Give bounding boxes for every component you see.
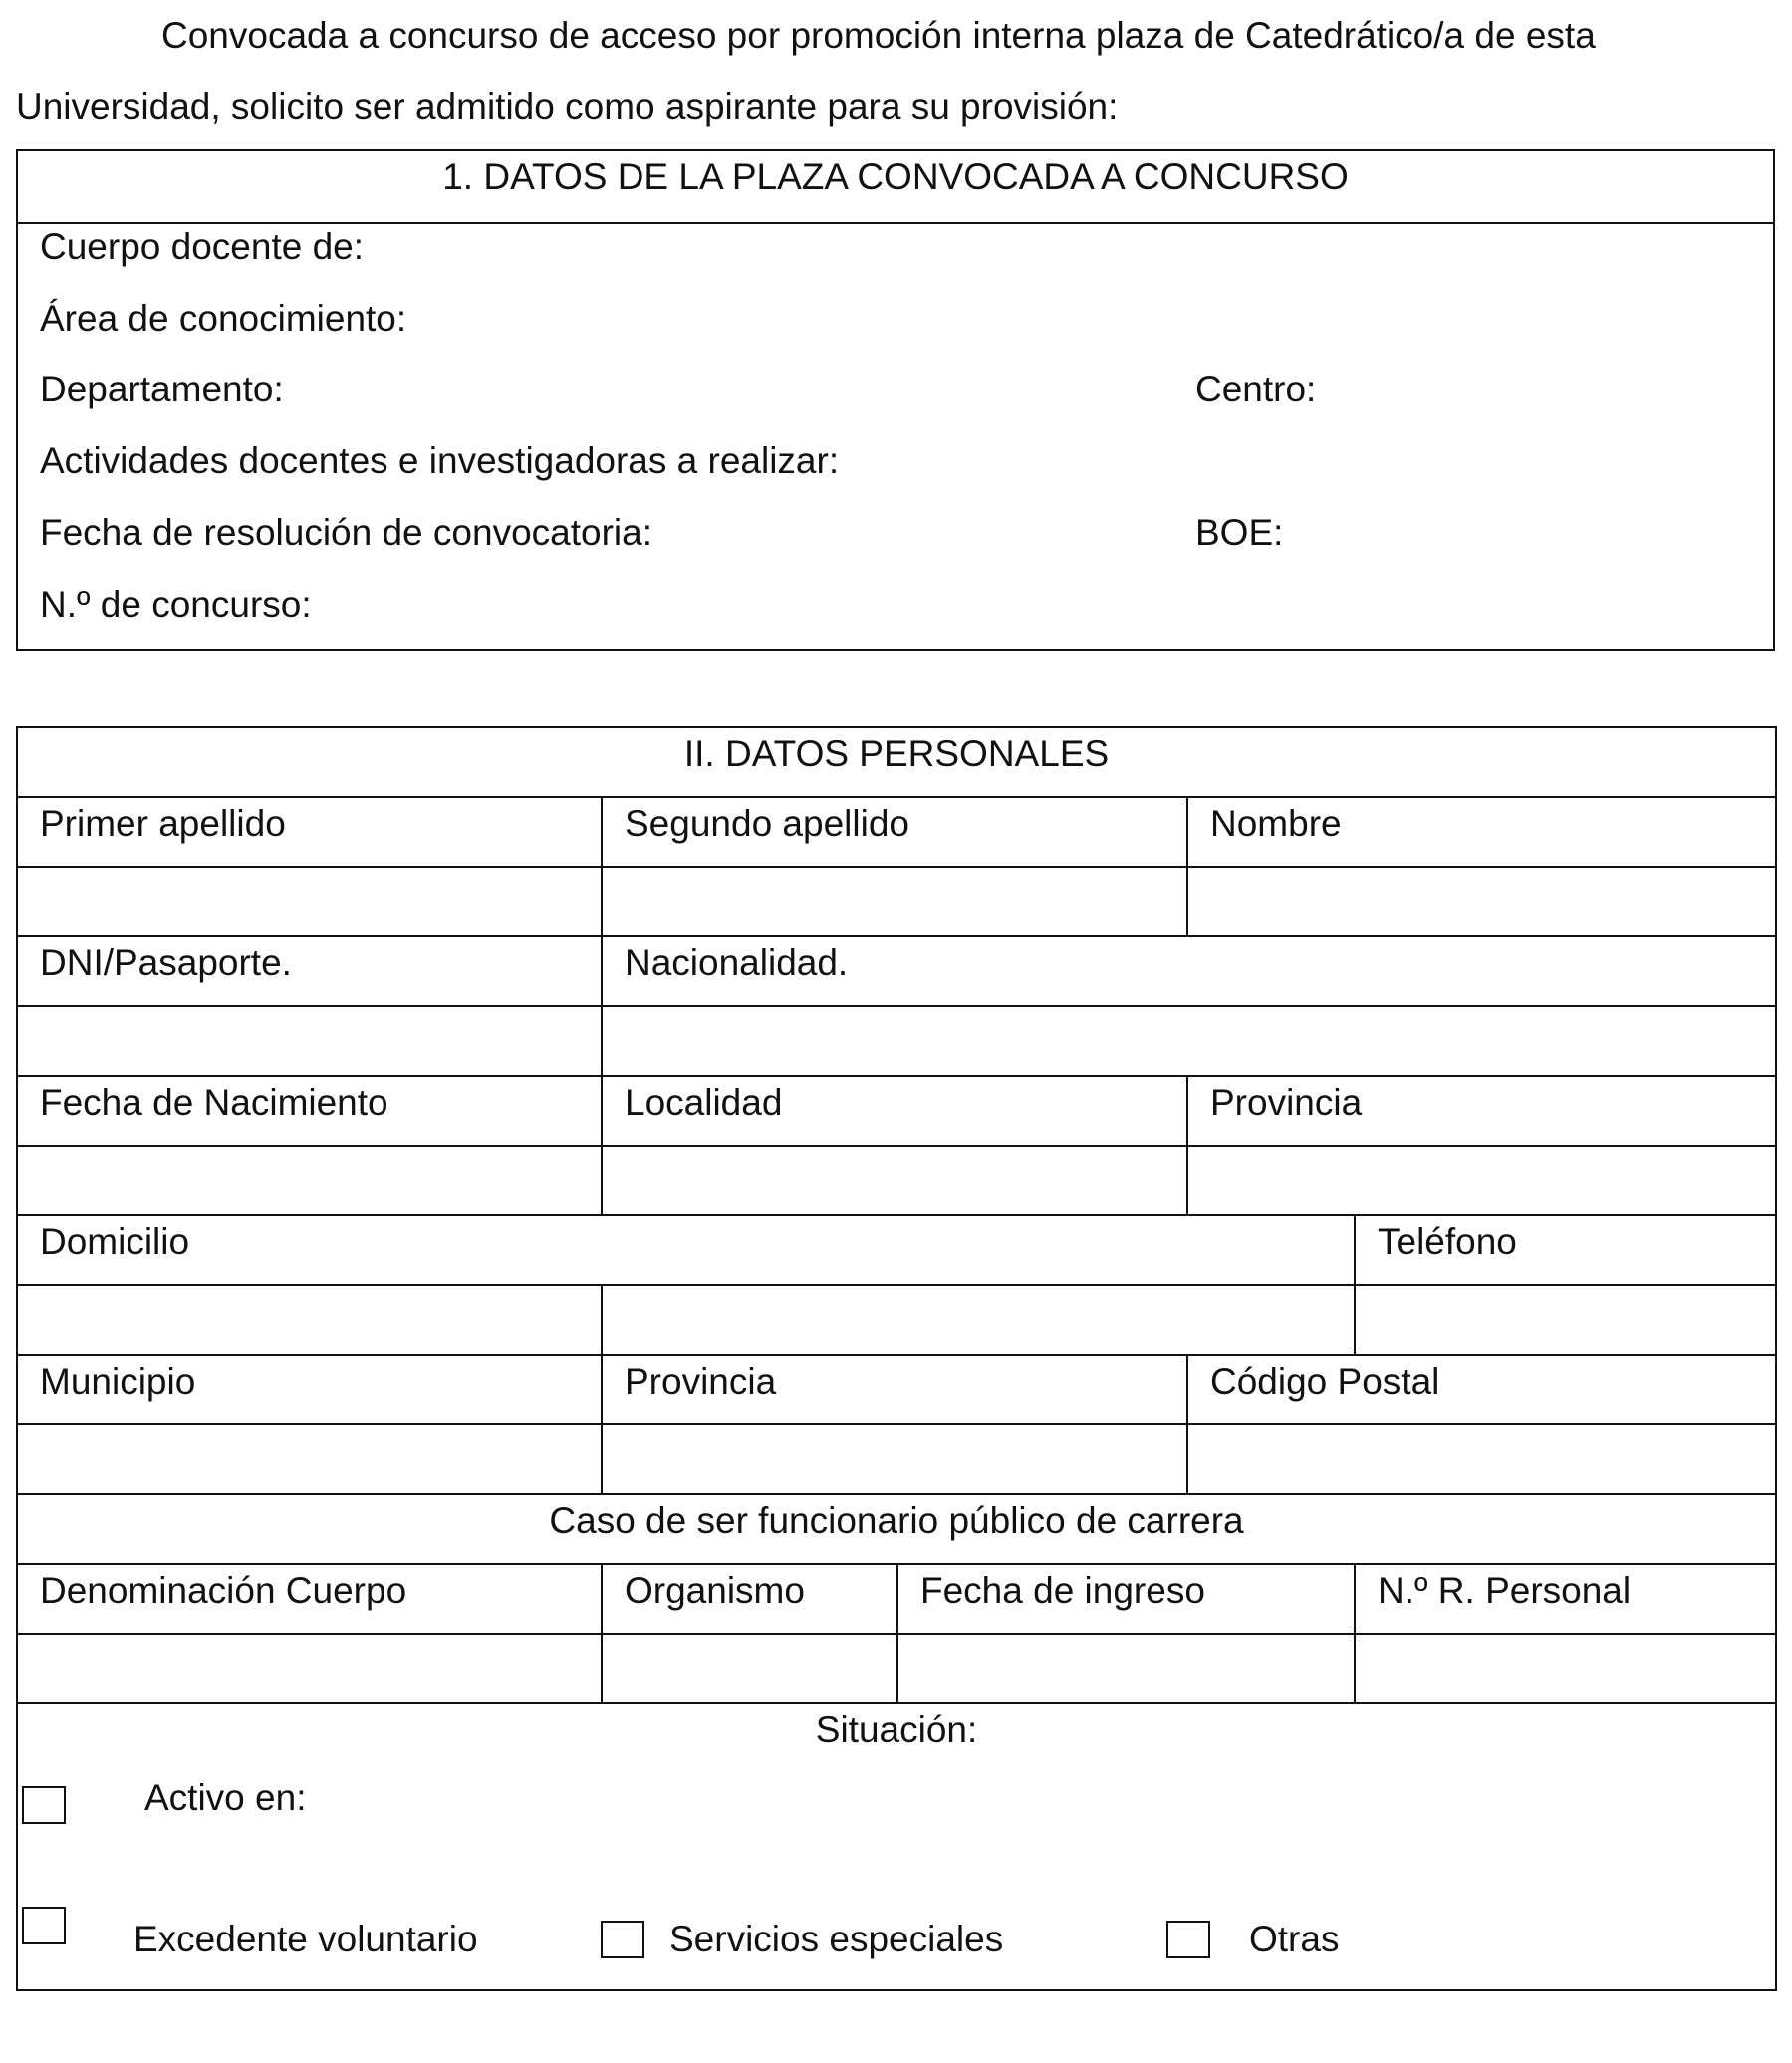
excedente-label: Excedente voluntario xyxy=(133,1919,478,1959)
organismo-field[interactable] xyxy=(602,1634,897,1703)
situacion-heading: Situación: xyxy=(815,1709,978,1750)
codigo-postal-label: Código Postal xyxy=(1187,1355,1776,1424)
domicilio-field-2[interactable] xyxy=(602,1285,1355,1355)
denominacion-cuerpo-label: Denominación Cuerpo xyxy=(17,1564,602,1634)
municipio-field[interactable] xyxy=(17,1424,602,1494)
segundo-apellido-field[interactable] xyxy=(602,867,1187,936)
nacionalidad-label: Nacionalidad. xyxy=(602,936,1776,1006)
servicios-especiales-checkbox[interactable] xyxy=(601,1921,644,1958)
telefono-label: Teléfono xyxy=(1355,1215,1776,1285)
domicilio-field-1[interactable] xyxy=(17,1285,602,1355)
activo-checkbox[interactable] xyxy=(22,1786,66,1824)
actividades-label: Actividades docentes e investigadoras a realizar: xyxy=(40,440,840,481)
otras-label: Otras xyxy=(1249,1919,1340,1959)
cuerpo-docente-label: Cuerpo docente de: xyxy=(40,226,365,267)
boe-label: BOE: xyxy=(1195,512,1284,553)
fecha-resolucion-label: Fecha de resolución de convocatoria: xyxy=(40,512,652,553)
section-2-title: II. DATOS PERSONALES xyxy=(17,727,1776,797)
primer-apellido-field[interactable] xyxy=(17,867,602,936)
nacionalidad-field[interactable] xyxy=(602,1006,1776,1076)
provincia-domicilio-label: Provincia xyxy=(602,1355,1187,1424)
organismo-label: Organismo xyxy=(602,1564,897,1634)
fecha-ingreso-label: Fecha de ingreso xyxy=(897,1564,1355,1634)
nrp-label: N.º R. Personal xyxy=(1355,1564,1776,1634)
localidad-label: Localidad xyxy=(602,1076,1187,1146)
num-concurso-label: N.º de concurso: xyxy=(40,584,312,625)
area-conocimiento-label: Área de conocimiento: xyxy=(40,298,407,339)
section-plaza-convocada xyxy=(16,149,1775,651)
activo-label: Activo en: xyxy=(144,1777,307,1818)
fecha-ingreso-field[interactable] xyxy=(897,1634,1355,1703)
intro-line-2: Universidad, solicito ser admitido como aspirante para su provisión: xyxy=(16,86,1119,127)
section-datos-personales xyxy=(16,726,1777,1991)
domicilio-label: Domicilio xyxy=(17,1215,1355,1285)
intro-line-1: Convocada a concurso de acceso por promoción interna plaza de Catedrático/a de esta xyxy=(161,15,1596,56)
otras-checkbox[interactable] xyxy=(1166,1921,1210,1958)
excedente-checkbox[interactable] xyxy=(22,1907,66,1944)
telefono-field[interactable] xyxy=(1355,1285,1776,1355)
funcionario-heading: Caso de ser funcionario público de carrera xyxy=(17,1494,1776,1564)
intro-paragraph xyxy=(16,0,1779,141)
provincia-field[interactable] xyxy=(1187,1146,1776,1215)
denominacion-cuerpo-field[interactable] xyxy=(17,1634,602,1703)
nombre-field[interactable] xyxy=(1187,867,1776,936)
fecha-nacimiento-label: Fecha de Nacimiento xyxy=(17,1076,602,1146)
fecha-nacimiento-field[interactable] xyxy=(17,1146,602,1215)
dni-field[interactable] xyxy=(17,1006,602,1076)
segundo-apellido-label: Segundo apellido xyxy=(602,797,1187,867)
municipio-label: Municipio xyxy=(17,1355,602,1424)
situacion-cell xyxy=(17,1703,1776,1990)
localidad-field[interactable] xyxy=(602,1146,1187,1215)
servicios-especiales-label: Servicios especiales xyxy=(669,1919,1004,1959)
centro-label: Centro: xyxy=(1195,369,1317,409)
provincia-domicilio-field[interactable] xyxy=(602,1424,1187,1494)
primer-apellido-label: Primer apellido xyxy=(17,797,602,867)
nrp-field[interactable] xyxy=(1355,1634,1776,1703)
codigo-postal-field[interactable] xyxy=(1187,1424,1776,1494)
section-1-title: 1. DATOS DE LA PLAZA CONVOCADA A CONCURSO xyxy=(18,151,1773,224)
dni-label: DNI/Pasaporte. xyxy=(17,936,602,1006)
nombre-label: Nombre xyxy=(1187,797,1776,867)
departamento-label: Departamento: xyxy=(40,369,284,409)
provincia-label: Provincia xyxy=(1187,1076,1776,1146)
